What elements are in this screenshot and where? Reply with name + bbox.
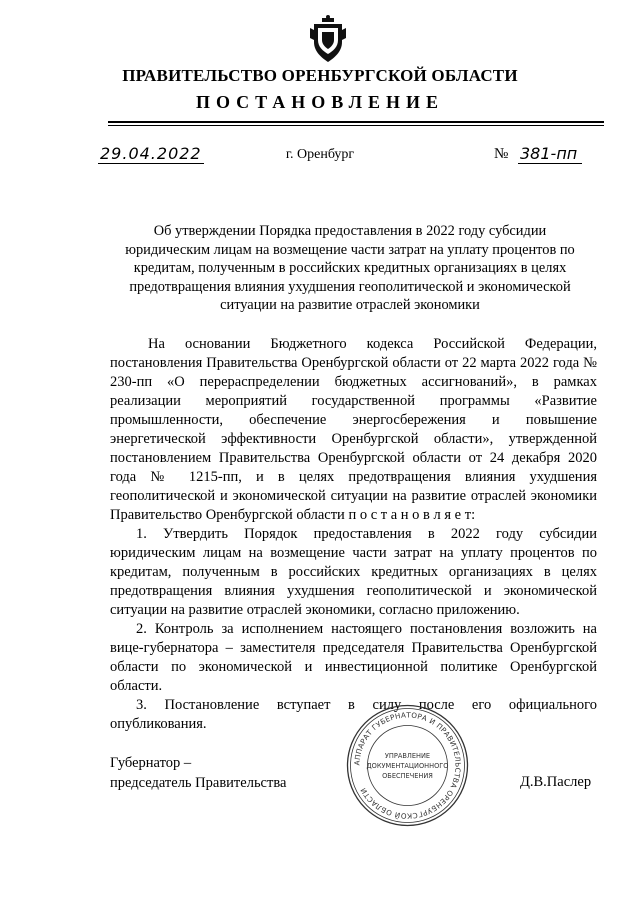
stamp-ring-text: АППАРАТ ГУБЕРНАТОРА И ПРАВИТЕЛЬСТВА ОРЕНБУРГСКОЙ ОБЛАСТИ [352,710,463,821]
header-divider-thin [108,125,604,126]
position-line-1: Губернатор – [110,755,192,771]
preamble-paragraph: На основании Бюджетного кодекса Российской Федерации, постановления Правительства Оренбургской области от 22 марта 2022 года № 230-пп «О перераспределении бюджетных ассигнований», в рамках реализации мероприятий государственной программы «Развитие промышленности, обеспечение энергосбережения и повышение энергетической эффективности Оренбургской области», утвержденной постановлением Правительства Оренбургской области от 24 декабря 2020 года № 1215-пп, и в целях предотвращения влияния ухудшения геополитической и экономической ситуации на развитие отраслей экономики Правительство Оренбургской области п о с т а н о в л я е т: [110,336,597,523]
signatory-position [110,753,286,793]
org-title: ПРАВИТЕЛЬСТВО ОРЕНБУРГСКОЙ ОБЛАСТИ [122,66,518,85]
document-subject: Об утверждении Порядка предоставления в 2022 году субсидии юридическим лицам на возмещение части затрат на уплату процентов по кредитам, полученным в российских кредитных организациях в целях предотвращения влияния ухудшения геополитической и экономической ситуации на развитие отраслей экономики [125,223,575,313]
number-label: № [494,146,509,162]
item-2-paragraph: 2. Контроль за исполнением настоящего постановления возложить на вице-губернатора – заместителя председателя Правительства Оренбургской области по экономической и инвестиционной политике Оренбургской области. [110,621,597,694]
document-date: 29.04.2022 [100,144,202,163]
item-1-paragraph: 1. Утвердить Порядок предоставления в 2022 году субсидии юридическим лицам на возмещение части затрат на уплату процентов по кредитам, полученным в российских кредитных организациях в целях предотвращения влияния ухудшения геополитической и экономической ситуации на развитие отраслей экономики, согласно приложению. [110,526,597,618]
date-underline [98,163,204,164]
doc-type-title: ПОСТАНОВЛЕНИЕ [195,92,445,112]
stamp-line-2: ДОКУМЕНТАЦИОННОГО [366,762,449,770]
document-number: 381-пп [520,144,578,163]
official-stamp [345,703,470,828]
position-line-2: председатель Правительства [110,775,287,791]
item-3-paragraph: 3. Постановление вступает в силу после его официального опубликования. [110,697,597,732]
stamp-line-3: ОБЕСПЕЧЕНИЯ [382,772,433,780]
stamp-line-1: УПРАВЛЕНИЕ [384,752,431,760]
signatory-name: Д.В.Паслер [520,774,592,790]
document-city: г. Оренбург [285,147,355,162]
number-underline [518,163,582,164]
header-divider-thick [108,121,604,123]
document-body [110,335,597,734]
coat-of-arms-icon [308,14,348,64]
